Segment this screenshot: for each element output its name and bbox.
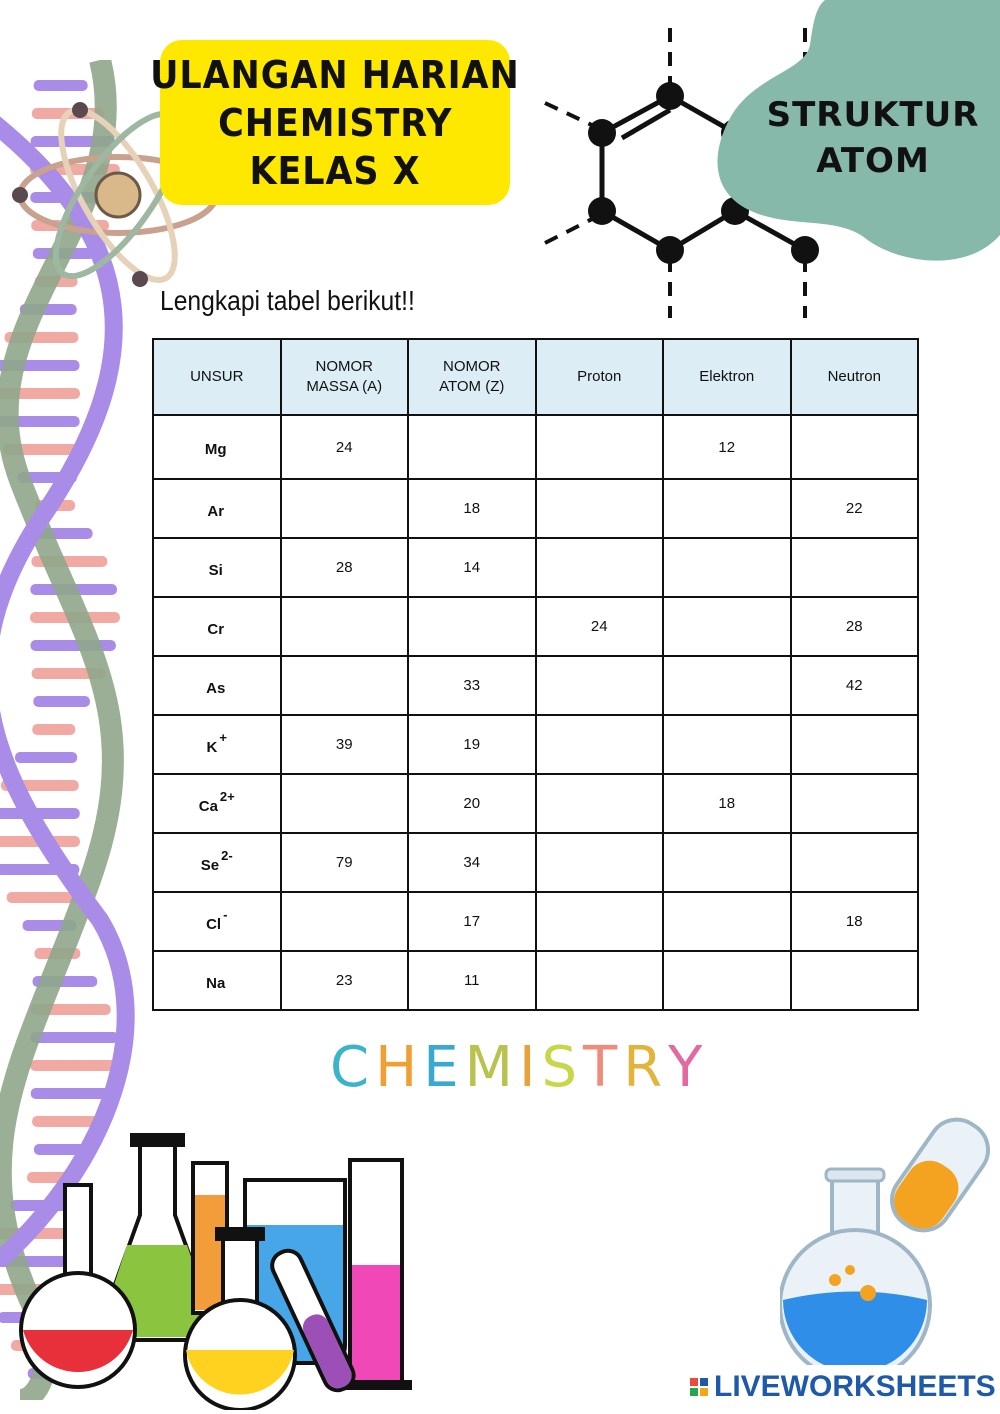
header-neutron: Neutron (791, 339, 919, 415)
proton-cell[interactable] (536, 892, 664, 951)
symbol-cell: Cr (153, 597, 281, 656)
lab-glassware-illustration (15, 1125, 425, 1410)
header-elektron: Elektron (663, 339, 791, 415)
title-line-2: CHEMISTRY (217, 100, 453, 145)
table-row (153, 597, 918, 656)
pouring-flask-illustration (780, 1105, 1000, 1365)
chemistry-letter: R (623, 1035, 663, 1100)
atomic-cell[interactable]: 18 (408, 479, 536, 538)
neutron-cell[interactable] (791, 415, 919, 479)
mass-cell[interactable]: 24 (281, 415, 409, 479)
mass-cell[interactable] (281, 892, 409, 951)
mass-cell[interactable] (281, 774, 409, 833)
neutron-cell[interactable]: 22 (791, 479, 919, 538)
symbol-cell: As (153, 656, 281, 715)
header-nomor-massa: NOMOR MASSA (A) (281, 339, 409, 415)
table-header-row (153, 339, 918, 415)
chemistry-letter: S (541, 1035, 577, 1100)
electron-cell[interactable]: 18 (663, 774, 791, 833)
proton-cell[interactable]: 24 (536, 597, 664, 656)
proton-cell[interactable] (536, 951, 664, 1010)
electron-cell[interactable] (663, 597, 791, 656)
electron-cell[interactable]: 12 (663, 415, 791, 479)
symbol-cell: K+ (153, 715, 281, 774)
electron-cell[interactable] (663, 892, 791, 951)
proton-cell[interactable] (536, 833, 664, 892)
neutron-cell[interactable]: 28 (791, 597, 919, 656)
mass-cell[interactable] (281, 597, 409, 656)
dna-rung (31, 1088, 114, 1099)
brand-text: LIVEWORKSHEETS (714, 1370, 996, 1403)
dna-rung (32, 724, 75, 735)
neutron-cell[interactable]: 18 (791, 892, 919, 951)
symbol-cell: Mg (153, 415, 281, 479)
atomic-cell[interactable]: 11 (408, 951, 536, 1010)
chemistry-letter: E (423, 1035, 459, 1100)
atomic-cell[interactable] (408, 597, 536, 656)
proton-cell[interactable] (536, 656, 664, 715)
header-proton: Proton (536, 339, 664, 415)
instruction-text: Lengkapi tabel berikut!! (160, 285, 415, 316)
proton-cell[interactable] (536, 479, 664, 538)
proton-cell[interactable] (536, 774, 664, 833)
chemistry-letter: M (464, 1035, 513, 1100)
brand-square (700, 1388, 708, 1396)
neutron-cell[interactable]: 42 (791, 656, 919, 715)
dna-rung (7, 892, 78, 903)
chemistry-letter: Y (668, 1035, 703, 1100)
proton-cell[interactable] (536, 715, 664, 774)
neutron-cell[interactable] (791, 951, 919, 1010)
chemistry-letter: T (583, 1035, 618, 1100)
table-row (153, 415, 918, 479)
mass-cell[interactable]: 39 (281, 715, 409, 774)
mass-cell[interactable] (281, 479, 409, 538)
electron-cell[interactable] (663, 833, 791, 892)
chemistry-wordart (330, 1036, 702, 1100)
table-row (153, 715, 918, 774)
atomic-cell[interactable] (408, 415, 536, 479)
dna-rung (30, 1032, 118, 1043)
header-nomor-atom: NOMOR ATOM (Z) (408, 339, 536, 415)
neutron-cell[interactable] (791, 538, 919, 597)
chemistry-letter: I (518, 1035, 536, 1100)
dna-rung (30, 1060, 119, 1071)
title-line-3: KELAS X (249, 148, 421, 193)
dna-rung (15, 752, 77, 763)
atomic-cell[interactable]: 33 (408, 656, 536, 715)
title-line-1: ULANGAN HARIAN (150, 52, 520, 97)
dna-rung (34, 80, 88, 91)
chemistry-letter: C (330, 1035, 370, 1100)
brand-square (700, 1378, 708, 1386)
symbol-cell: Ar (153, 479, 281, 538)
mass-cell[interactable]: 79 (281, 833, 409, 892)
atomic-cell[interactable]: 19 (408, 715, 536, 774)
atomic-cell[interactable]: 17 (408, 892, 536, 951)
table-row (153, 892, 918, 951)
header-unsur: UNSUR (153, 339, 281, 415)
chemistry-letter: H (375, 1035, 418, 1100)
symbol-cell: Si (153, 538, 281, 597)
atomic-cell[interactable]: 14 (408, 538, 536, 597)
element-table (152, 338, 919, 1011)
symbol-cell: Cl- (153, 892, 281, 951)
table-row (153, 656, 918, 715)
electron-cell[interactable] (663, 479, 791, 538)
table-row (153, 479, 918, 538)
neutron-cell[interactable] (791, 715, 919, 774)
mass-cell[interactable]: 23 (281, 951, 409, 1010)
topic-line-1: STRUKTUR (766, 95, 980, 135)
table-row (153, 538, 918, 597)
table-row (153, 833, 918, 892)
atomic-cell[interactable]: 34 (408, 833, 536, 892)
title-banner (150, 40, 520, 205)
electron-cell[interactable] (663, 538, 791, 597)
neutron-cell[interactable] (791, 833, 919, 892)
proton-cell[interactable] (536, 538, 664, 597)
electron-cell[interactable] (663, 951, 791, 1010)
electron-cell[interactable] (663, 715, 791, 774)
symbol-cell: $Ca^{2+}$ (153, 774, 281, 833)
brand-square (690, 1378, 698, 1386)
mass-cell[interactable] (281, 656, 409, 715)
dna-rung (30, 640, 115, 651)
symbol-cell: Na (153, 951, 281, 1010)
mass-cell[interactable]: 28 (281, 538, 409, 597)
dna-rung (33, 696, 90, 707)
brand-mark-icon (690, 1378, 708, 1396)
liveworksheets-logo (690, 1370, 996, 1404)
topic-label (738, 92, 1000, 184)
atomic-cell[interactable]: 20 (408, 774, 536, 833)
table-row (153, 951, 918, 1010)
topic-line-2: ATOM (816, 141, 930, 181)
proton-cell[interactable] (536, 415, 664, 479)
electron-cell[interactable] (663, 656, 791, 715)
brand-square (690, 1388, 698, 1396)
symbol-cell: $Se^{2-}$ (153, 833, 281, 892)
table-row (153, 774, 918, 833)
neutron-cell[interactable] (791, 774, 919, 833)
